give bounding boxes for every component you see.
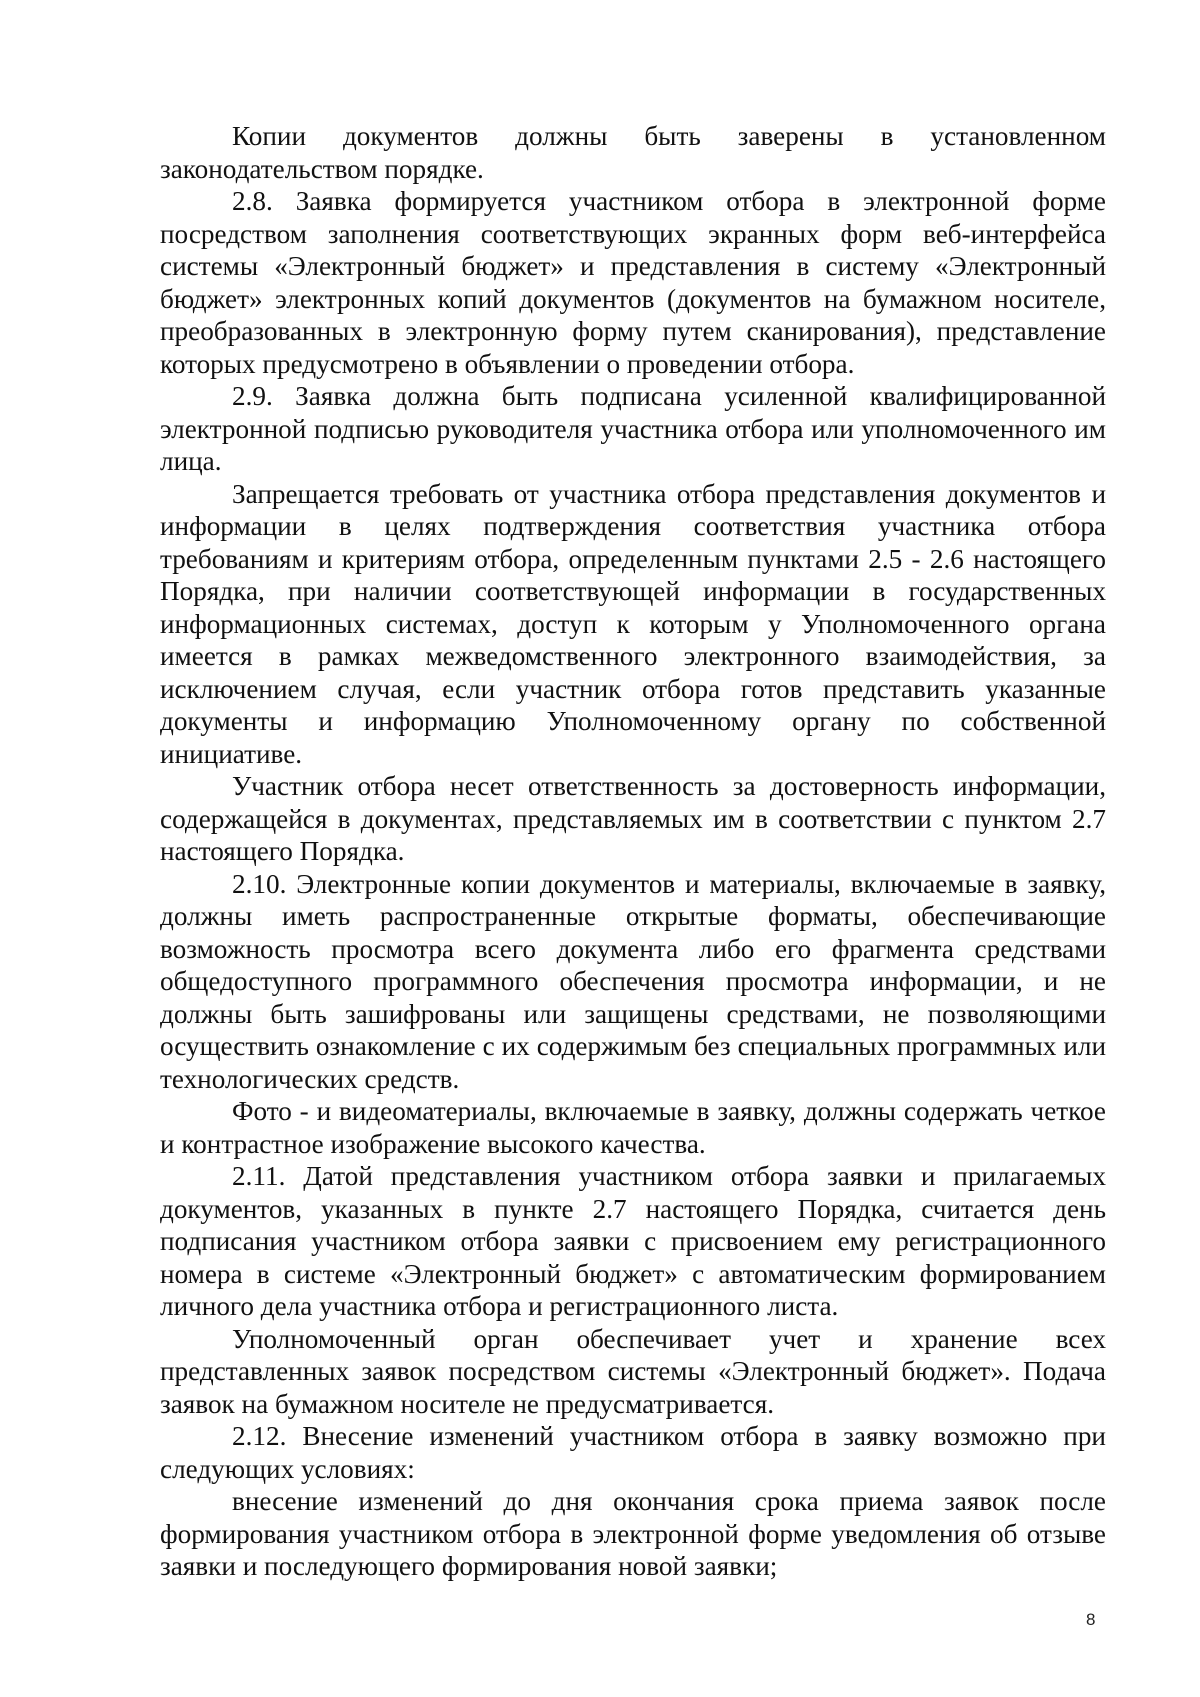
paragraph-authority-storage: Уполномоченный орган обеспечивает учет и хранение всех представленных заявок посредством системы «Электронный бюджет». Подача заявок на бумажном носителе не предусматривается. xyxy=(160,1323,1106,1419)
paragraph-2-8: 2.8. Заявка формируется участником отбора в электронной форме посредством заполнения соответствующих экранных форм веб-интерфейса системы «Электронный бюджет» и представления в систему «Электронный бюджет» электронных копий документов (документов на бумажном носителе, преобразованных в электронную форму путем сканирования), представление которых предусмотрено в объявлении о проведении отбора. xyxy=(160,186,1106,379)
paragraph-photo-video: Фото - и видеоматериалы, включаемые в заявку, должны содержать четкое и контрастное изображение высокого качества. xyxy=(160,1096,1106,1159)
paragraph-2-11: 2.11. Датой представления участником отбора заявки и прилагаемых документов, указанных в пункте 2.7 настоящего Порядка, считается день подписания участником отбора заявки с присвоением ему регистрационного номера в системе «Электронный бюджет» с автоматическим формированием личного дела участника отбора и регистрационного листа. xyxy=(160,1161,1106,1321)
paragraph-2-9: 2.9. Заявка должна быть подписана усиленной квалифицированной электронной подписью руководителя участника отбора или уполномоченного им лица. xyxy=(160,381,1106,476)
paragraph-amendment-condition: внесение изменений до дня окончания срока приема заявок после формирования участником отбора в электронной форме уведомления об отзыве заявки и последующего формирования новой заявки; xyxy=(160,1486,1106,1581)
paragraph-prohibition: Запрещается требовать от участника отбора представления документов и информации в целях подтверждения соответствия участника отбора требованиям и критериям отбора, определенным пунктами 2.5 - 2.6 настоящего Порядка, при наличии соответствующей информации в государственных информационных системах, доступ к которым у Уполномоченного органа имеется в рамках межведомственного электронного взаимодействия, за исключением случая, если участник отбора готов представить указанные документы и информацию Уполномоченному органу по собственной инициативе. xyxy=(160,478,1106,769)
paragraph-responsibility: Участник отбора несет ответственность за достоверность информации, содержащейся в документах, представляемых им в соответствии с пунктом 2.7 настоящего Порядка. xyxy=(160,771,1106,866)
paragraph-2-12: 2.12. Внесение изменений участником отбора в заявку возможно при следующих условиях: xyxy=(160,1421,1106,1484)
paragraph-copies-certification: Копии документов должны быть заверены в установленном законодательством порядке. xyxy=(160,121,1106,184)
page-number: 8 xyxy=(1086,1610,1096,1629)
paragraph-2-10: 2.10. Электронные копии документов и материалы, включаемые в заявку, должны иметь распространенные открытые форматы, обеспечивающие возможность просмотра всего документа либо его фрагмента средствами общедоступного программного обеспечения просмотра информации, и не должны быть зашифрованы или защищены средствами, не позволяющими осуществить ознакомление с их содержимым без специальных программных или технологических средств. xyxy=(160,868,1106,1094)
document-body xyxy=(160,120,1106,1583)
